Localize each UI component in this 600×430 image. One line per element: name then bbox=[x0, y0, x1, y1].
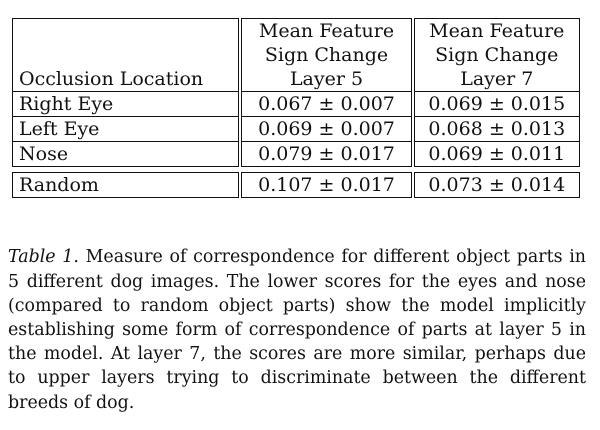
header-occlusion-location bbox=[13, 19, 241, 92]
header-occlusion-label: Occlusion Location bbox=[19, 68, 204, 90]
table-row bbox=[13, 92, 580, 117]
header-line: Mean Feature bbox=[258, 20, 395, 42]
table-row-random bbox=[13, 173, 580, 198]
header-blank-line bbox=[19, 19, 232, 43]
caption-text: Measure of correspondence for different object parts in 5 different dog images. The lower scores for the eyes and nose (compared to random object parts) show the model implicitly establishing some form of correspondence of parts at layer 5 in the model. At layer 7, the scores are more similar, perhaps due to upper layers trying to discriminate between the different breeds of dog. bbox=[8, 247, 586, 413]
row-layer5-value: 0.067 ± 0.007 bbox=[240, 92, 412, 117]
row-location: Left Eye bbox=[13, 117, 241, 142]
header-line: Sign Change bbox=[435, 44, 559, 66]
row-layer7-value: 0.069 ± 0.011 bbox=[413, 142, 580, 167]
header-line: Mean Feature bbox=[429, 20, 565, 42]
table-row bbox=[13, 117, 580, 142]
caption-label: Table 1. bbox=[8, 247, 79, 268]
row-layer5-value: 0.079 ± 0.017 bbox=[240, 142, 412, 167]
row-layer5-value: 0.107 ± 0.017 bbox=[240, 173, 412, 198]
header-layer7 bbox=[413, 19, 580, 92]
row-layer7-value: 0.069 ± 0.015 bbox=[413, 92, 580, 117]
row-location: Right Eye bbox=[13, 92, 241, 117]
results-table bbox=[12, 18, 580, 198]
table-row bbox=[13, 142, 580, 167]
row-location: Random bbox=[13, 173, 241, 198]
table-header-row bbox=[13, 19, 580, 92]
row-layer7-value: 0.073 ± 0.014 bbox=[413, 173, 580, 198]
table-caption bbox=[8, 245, 586, 414]
row-layer5-value: 0.069 ± 0.007 bbox=[240, 117, 412, 142]
row-location: Nose bbox=[13, 142, 241, 167]
header-blank-line bbox=[19, 43, 232, 67]
row-layer7-value: 0.068 ± 0.013 bbox=[413, 117, 580, 142]
header-line: Layer 5 bbox=[289, 68, 364, 90]
results-table-container bbox=[12, 18, 580, 198]
header-line: Layer 7 bbox=[460, 68, 534, 90]
header-line: Sign Change bbox=[264, 44, 389, 66]
header-layer5 bbox=[240, 19, 412, 92]
